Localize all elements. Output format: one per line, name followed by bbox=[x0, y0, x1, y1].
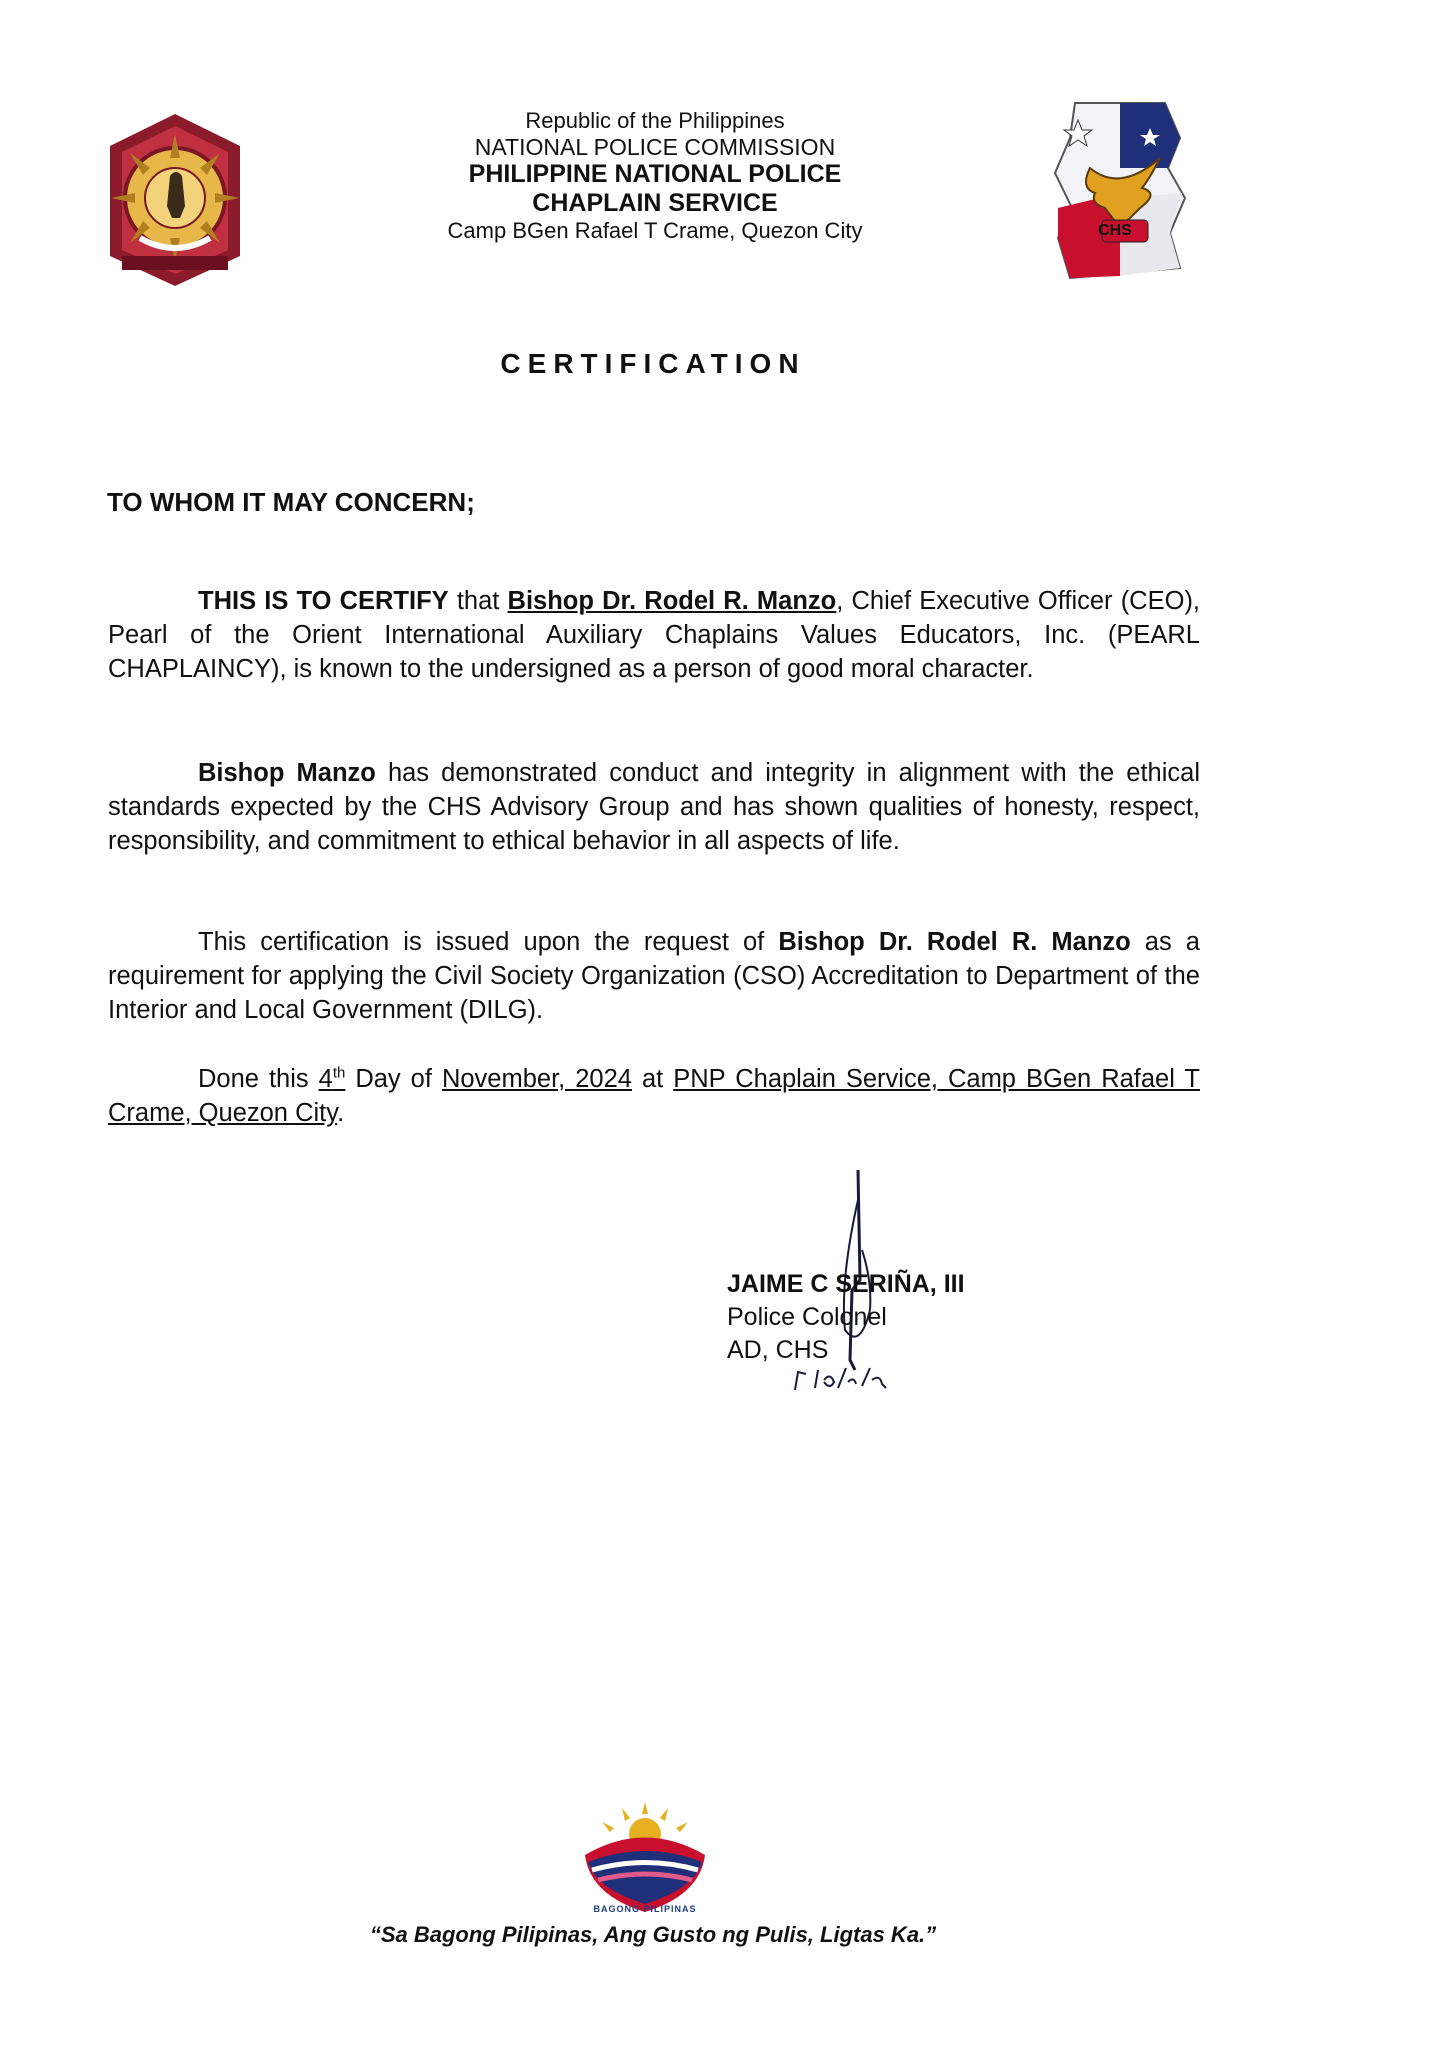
issue-month-year: November, 2024 bbox=[441, 1065, 632, 1093]
signatory-rank: Police Colonel bbox=[727, 1303, 887, 1331]
issue-day bbox=[319, 1065, 346, 1093]
signatory-position: AD, CHS bbox=[727, 1336, 829, 1364]
footer-slogan: “Sa Bagong Pilipinas, Ang Gusto ng Pulis, Ligtas Ka.” bbox=[369, 1922, 937, 1947]
chs-chaplain-service-seal-icon bbox=[1050, 98, 1190, 283]
paragraph-certify bbox=[108, 584, 1200, 686]
p1-text-1: that bbox=[448, 587, 508, 615]
letterhead-line-chaplain-service: CHAPLAIN SERVICE bbox=[532, 189, 778, 218]
certify-lead: THIS IS TO CERTIFY bbox=[198, 587, 449, 615]
certified-person-name: Bishop Dr. Rodel R. Manzo bbox=[507, 587, 837, 615]
letterhead-line-napolcom: NATIONAL POLICE COMMISSION bbox=[474, 133, 836, 160]
paragraph-purpose bbox=[108, 925, 1200, 1027]
p3-name: Bishop Dr. Rodel R. Manzo bbox=[778, 928, 1131, 956]
letterhead-line-pnp: PHILIPPINE NATIONAL POLICE bbox=[468, 160, 842, 189]
handwritten-initial-date bbox=[790, 1360, 900, 1400]
p4-text-1: Done this bbox=[198, 1065, 319, 1093]
p2-text-1: has demonstrated conduct and integrity in alignment with the ethical standards expected by the CHS Advisory Group and has shown qualities of honesty, respect, responsibility, and commitment to ethical behavior in all aspects of life. bbox=[108, 759, 1200, 855]
issue-place: PNP Chaplain Service, Camp BGen Rafael T Crame, Quezon City bbox=[108, 1065, 1201, 1127]
footer-logo-text: BAGONG PILIPINAS bbox=[593, 1904, 697, 1914]
chs-logo-text: CHS bbox=[1098, 222, 1132, 239]
issue-day-suffix: th bbox=[332, 1064, 346, 1082]
salutation: TO WHOM IT MAY CONCERN; bbox=[107, 487, 475, 517]
issue-day-number: 4 bbox=[318, 1065, 333, 1093]
p2-name: Bishop Manzo bbox=[198, 759, 376, 787]
pnp-seal-icon bbox=[100, 106, 250, 291]
bagong-pilipinas-logo-icon bbox=[570, 1800, 720, 1920]
signatory-block bbox=[727, 1268, 965, 1367]
p4-text-3: at bbox=[631, 1065, 674, 1093]
p1-text-2: , Chief Executive Officer (CEO), Pearl of the Orient International Auxiliary Chaplains Values Educators, Inc. (PEARL CHAPLAINCY), is known to the undersigned as a person of good moral character. bbox=[108, 587, 1201, 683]
p4-text-2: Day of bbox=[345, 1065, 442, 1093]
signatory-name: JAIME C SERIÑA, III bbox=[727, 1270, 965, 1298]
letterhead bbox=[340, 108, 970, 244]
paragraph-conduct bbox=[108, 756, 1200, 858]
document-title: CERTIFICATION bbox=[500, 348, 806, 379]
letterhead-line-address: Camp BGen Rafael T Crame, Quezon City bbox=[447, 218, 863, 244]
paragraph-done-this bbox=[108, 1062, 1200, 1130]
p4-text-4: . bbox=[337, 1099, 345, 1127]
p3-text-2: as a requirement for applying the Civil Society Organization (CSO) Accreditation to Department of the Interior and Local Government (DILG). bbox=[108, 928, 1200, 1024]
letterhead-line-republic: Republic of the Philippines bbox=[525, 108, 785, 133]
p3-text-1: This certification is issued upon the request of bbox=[198, 928, 779, 956]
